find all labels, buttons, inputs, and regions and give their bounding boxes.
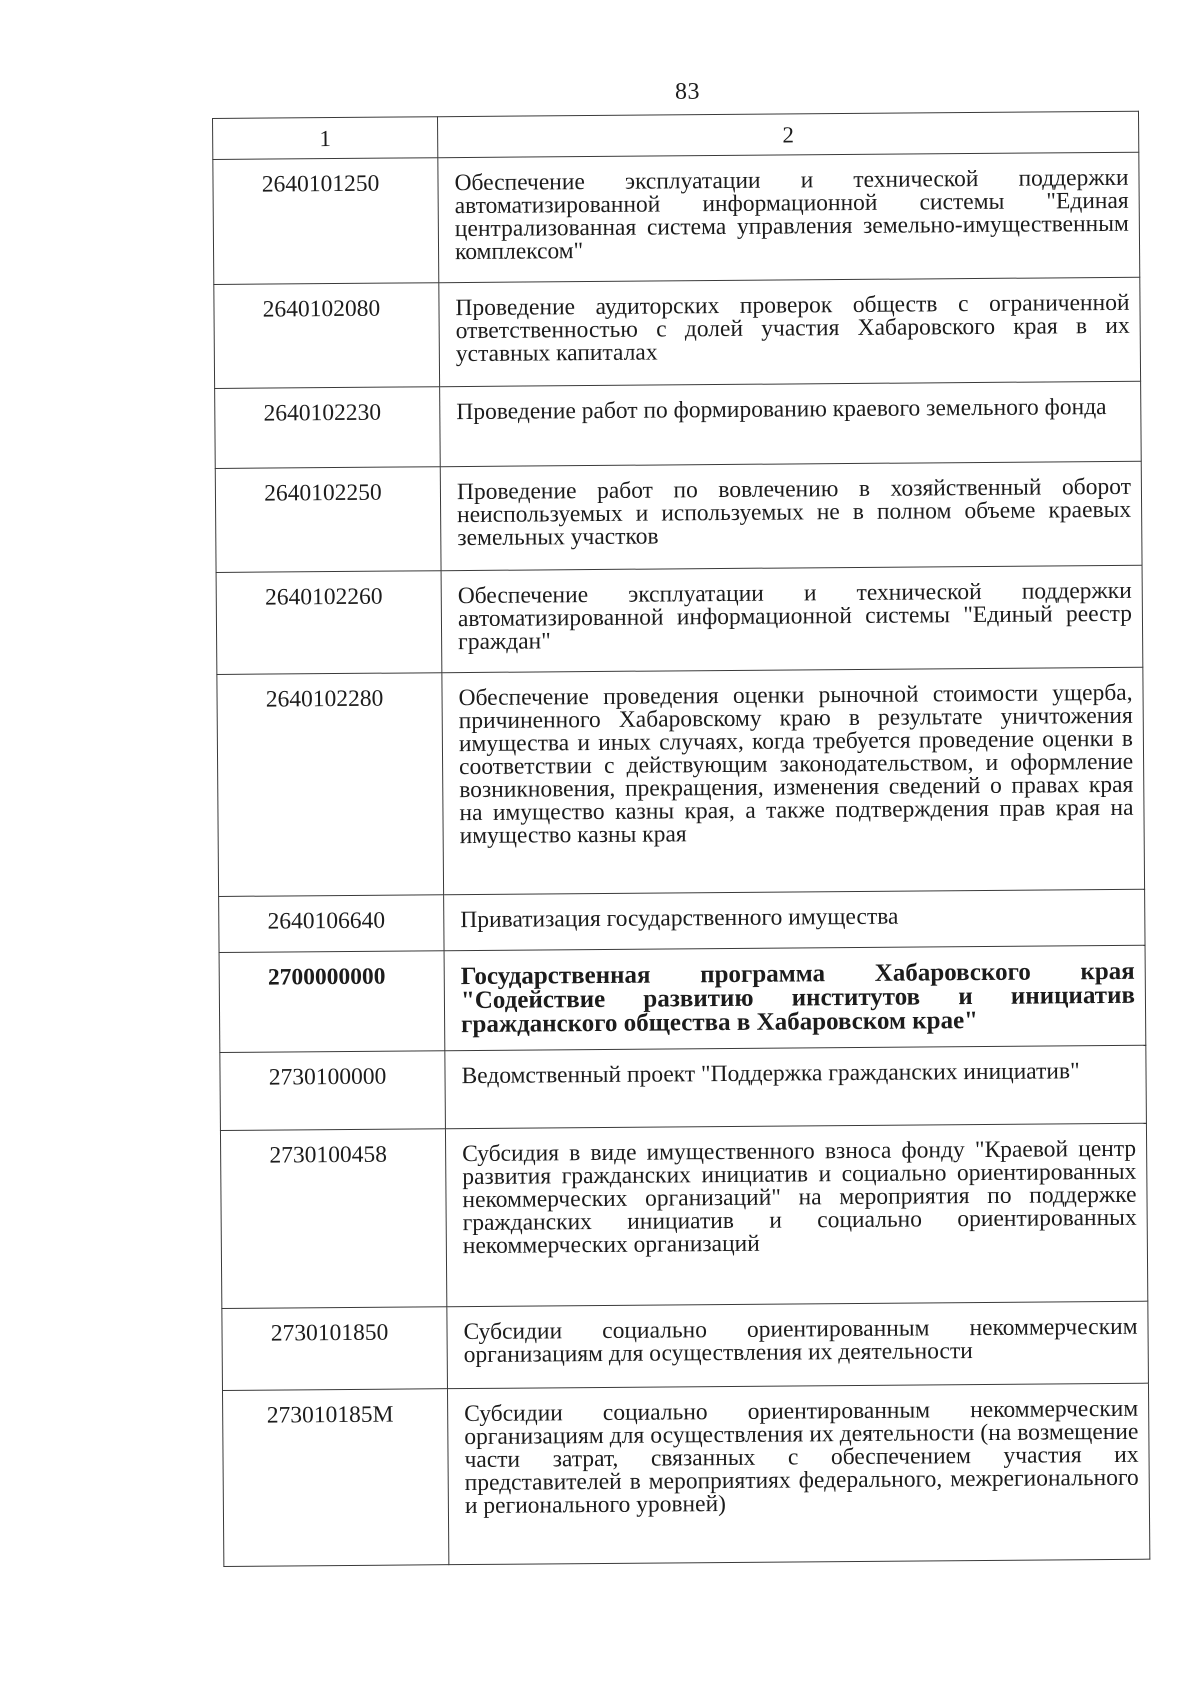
- row-code: 2640106640: [219, 895, 444, 953]
- table-row: [219, 889, 1145, 952]
- row-description: Субсидии социально ориентированным некоммерческим организациям для осуществления их деятельности: [447, 1301, 1149, 1389]
- page-number: 83: [675, 79, 700, 105]
- table-row: [220, 1123, 1147, 1308]
- row-code: 2640102250: [215, 467, 441, 573]
- table-row-program: [219, 945, 1146, 1052]
- row-code: 2640102080: [214, 283, 440, 389]
- row-code: 2730101850: [222, 1307, 448, 1391]
- row-code: 2640102280: [217, 673, 444, 897]
- table-row: [215, 461, 1142, 572]
- column-header-code: 1: [213, 117, 438, 160]
- table-row: [217, 667, 1145, 896]
- row-code: 2640102260: [216, 571, 442, 675]
- row-description: Проведение работ по формированию краевого земельного фонда: [440, 381, 1142, 467]
- row-description: Обеспечение эксплуатации и технической поддержки автоматизированной информационной системы "Единый реестр граждан": [441, 565, 1143, 673]
- row-code: 2730100458: [220, 1129, 446, 1309]
- table-row: [216, 565, 1143, 674]
- row-description: Обеспечение проведения оценки рыночной стоимости ущерба, причиненного Хабаровскому краю в результате уничтожения имущества и иных случаях, когда требуется проведение оценки в соответствии с действующим законодательством, и оформление возникновения, прекращения, изменения сведений о правах края на имущество казны края, а также подтверждения прав края на имущество казны края: [442, 667, 1145, 894]
- table-row: [214, 277, 1141, 388]
- row-code: 2700000000: [219, 951, 445, 1053]
- row-description: Государственная программа Хабаровского края "Содействие развитию институтов и инициатив гражданского общества в Хабаровском крае": [444, 945, 1146, 1051]
- row-description: Проведение работ по вовлечению в хозяйственный оборот неиспользуемых и используемых не в полном объеме краевых земельных участков: [440, 461, 1142, 571]
- row-code: 273010185М: [222, 1389, 448, 1567]
- table-row: [213, 152, 1140, 284]
- column-header-description: 2: [437, 111, 1138, 158]
- row-description: Приватизация государственного имущества: [444, 889, 1145, 951]
- row-code: 2730100000: [220, 1051, 446, 1131]
- row-code: 2640101250: [213, 158, 439, 285]
- table-header-row: [213, 111, 1139, 159]
- row-description: Субсидия в виде имущественного взноса фонду "Краевой центр развития гражданских инициатив и социально ориентированных некоммерческих организаций" на мероприятия по поддержке гражданских инициатив и социально ориентированных некоммерческих организаций: [445, 1123, 1147, 1307]
- row-description: Ведомственный проект "Поддержка гражданских инициатив": [445, 1045, 1147, 1129]
- row-code: 2640102230: [215, 387, 441, 469]
- row-description: Субсидии социально ориентированным некоммерческим организациям для осуществления их деятельности (на возмещение части затрат, связанных с обеспечением участия их представителей в мероприятиях федерального, межрегионального и регионального уровней): [447, 1383, 1149, 1565]
- table-row: [222, 1383, 1149, 1566]
- table-row: [222, 1301, 1149, 1390]
- row-description: Проведение аудиторских проверок обществ с ограниченной ответственностью с долей участия Хабаровского края в их уставных капиталах: [439, 277, 1141, 387]
- table-row: [220, 1045, 1147, 1130]
- table-row: [215, 381, 1142, 468]
- classification-table: [212, 111, 1150, 1567]
- row-description: Обеспечение эксплуатации и технической поддержки автоматизированной информационной системы "Единая централизованная система управления земельно-имущественным комплексом": [438, 152, 1140, 283]
